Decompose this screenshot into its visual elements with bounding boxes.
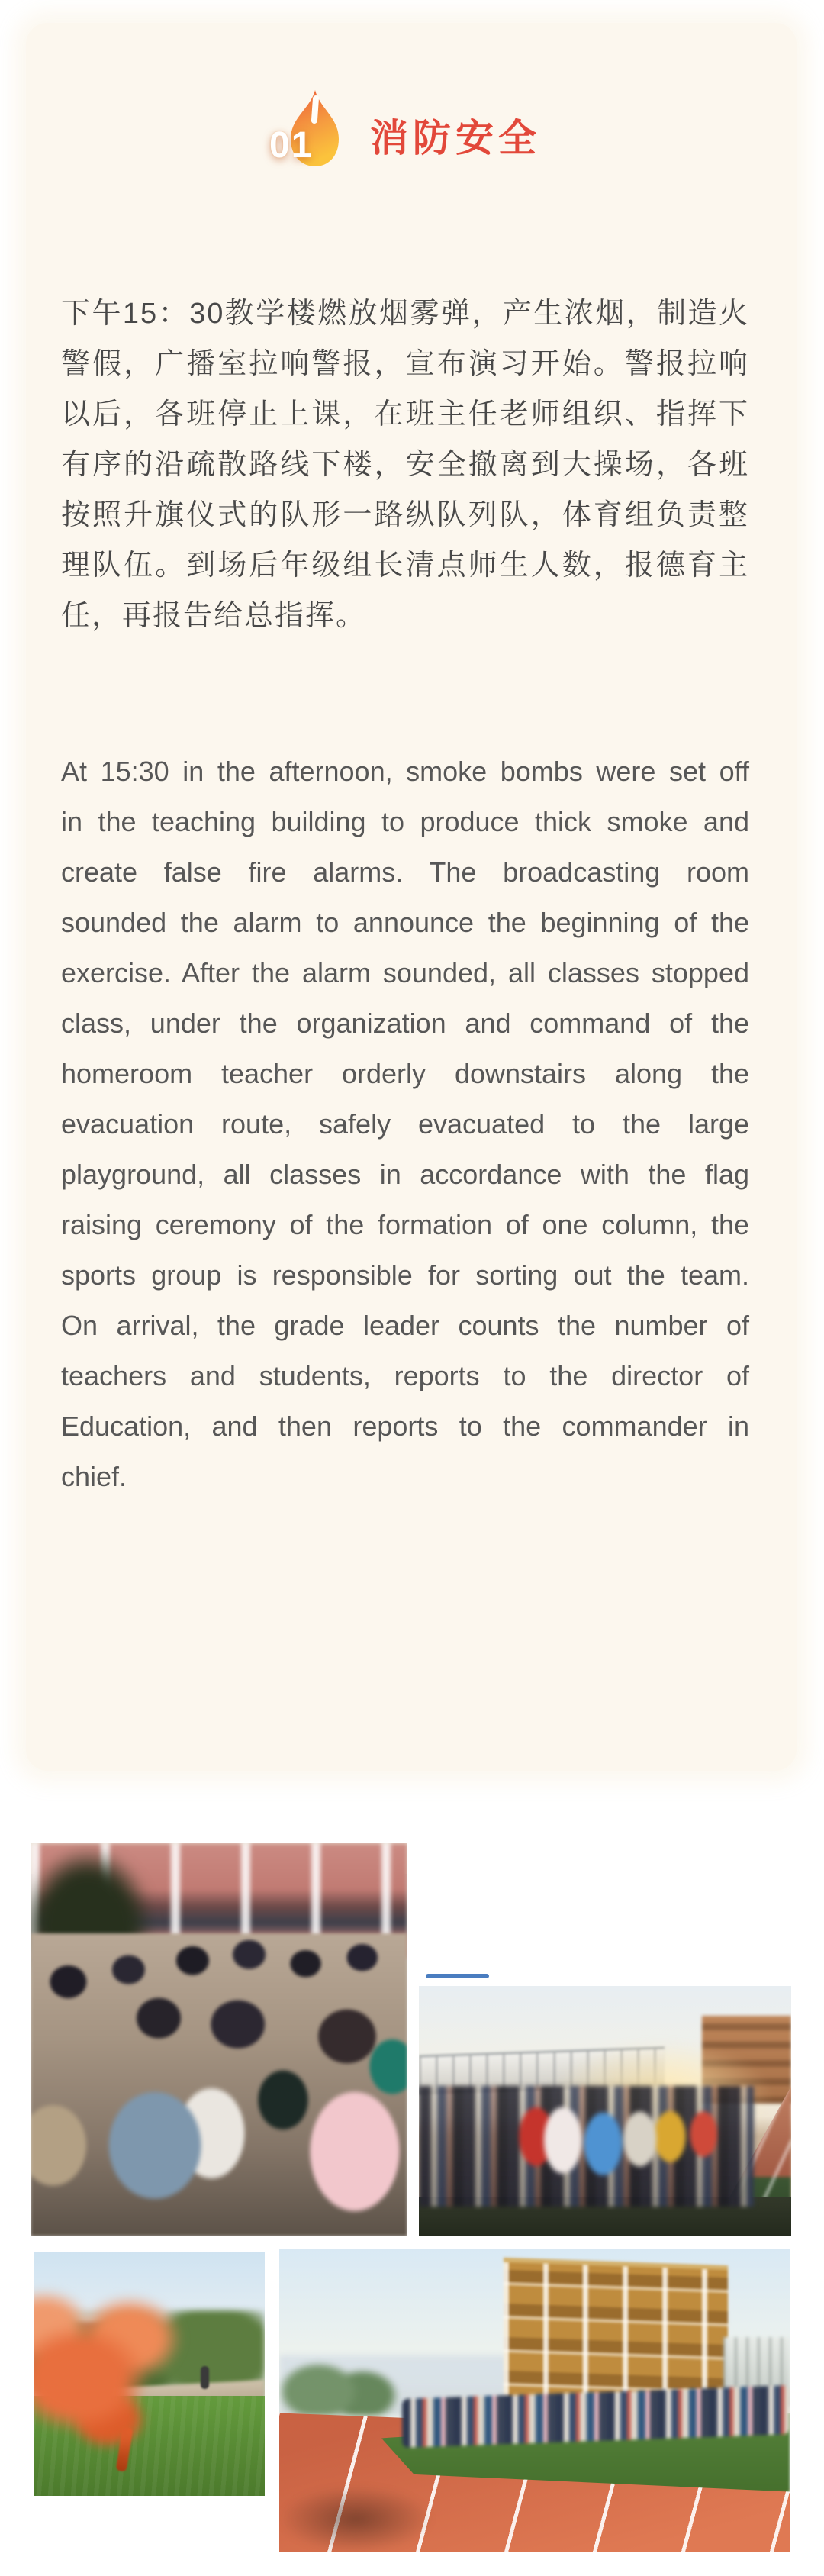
photo-crowd-layer: [419, 2086, 754, 2206]
content-card: [26, 23, 797, 1771]
paragraph-english: At 15:30 in the afternoon, smoke bombs were set off in the teaching building to produce thick smoke and create false fire alarms. The broadcasting room sounded the alarm to announce the beginning of the exercise. After the alarm sounded, all classes stopped class, under the organization and command of the homeroom teacher orderly downstairs along the evacuation route, safely evacuated to the large playground, all classes in accordance with the flag raising ceremony of the formation of one column, the sports group is responsible for sorting out the team. On arrival, the grade leader counts the number of teachers and students, reports to the director of Education, and then reports to the commander in chief.: [61, 756, 749, 1492]
photo-playground-crowd[interactable]: [31, 1843, 407, 2236]
blue-divider-dash: [426, 1974, 489, 1978]
photo-crowd-layer: [31, 1933, 407, 2236]
section-header: [26, 89, 797, 168]
photo-smoke-layer: [34, 2276, 223, 2459]
section-number: 01: [269, 125, 314, 166]
photo-field-assembly[interactable]: [419, 1986, 791, 2236]
photo-shadow-layer: [279, 2486, 433, 2552]
section-title: 消防安全: [370, 117, 541, 160]
flame-icon: [269, 89, 347, 168]
photo-smoke-bomb[interactable]: [34, 2252, 265, 2496]
photo-track-lineup[interactable]: [279, 2249, 790, 2552]
paragraph-chinese: 下午15：30教学楼燃放烟雾弹，产生浓烟，制造火警假，广播室拉响警报，宣布演习开始。警报拉响以后，各班停止上课，在班主任老师组织、指挥下有序的沿疏散路线下楼，安全撤离到大操场，各班按照升旗仪式的队形一路纵队列队，体育组负责整理队伍。到场后年级组长清点师生人数，报德育主任，再报告给总指挥。: [61, 298, 749, 632]
